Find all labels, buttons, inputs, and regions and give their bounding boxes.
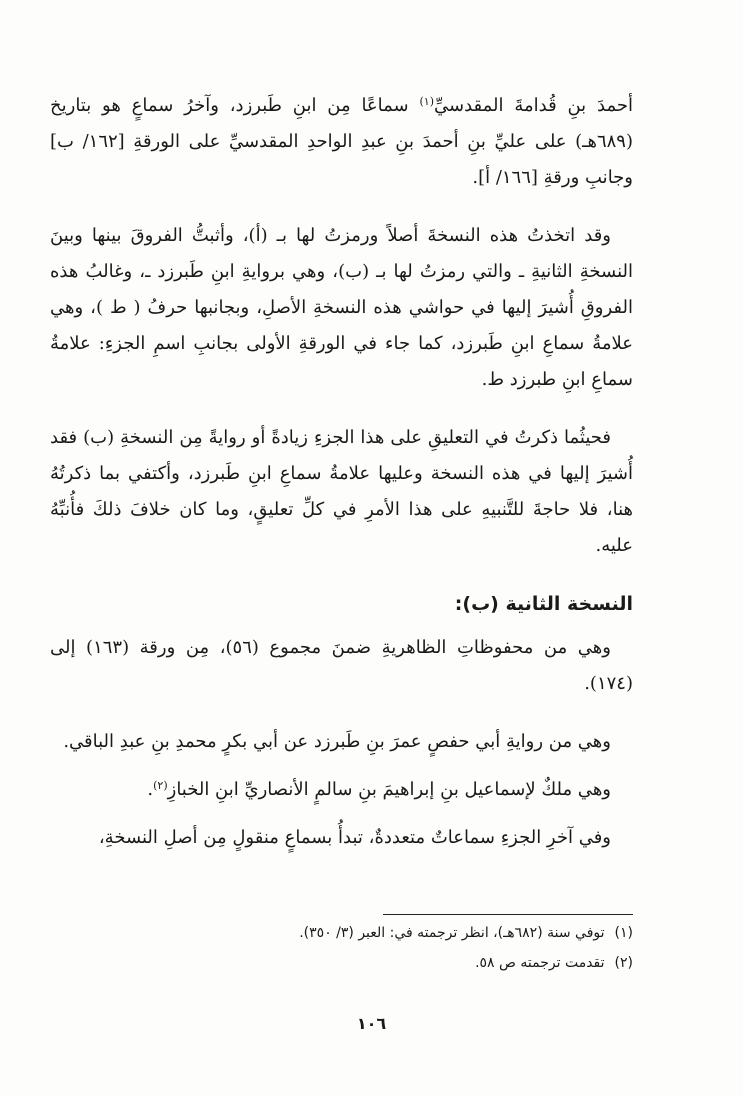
footnote-divider xyxy=(383,914,633,915)
paragraph-6-end: . xyxy=(147,779,154,800)
paragraph-6-start: وهي ملكٌ لإسماعيل بنِ إبراهيمَ بنِ سالمٍ الأنصاريِّ ابنِ الخبازِ xyxy=(167,779,611,800)
section-heading: النسخة الثانية (ب): xyxy=(454,593,633,615)
footnote-2-number: (٢) xyxy=(614,955,633,971)
paragraph-5: وهي من روايةِ أبي حفصٍ عمرَ بنِ طَبرزد عن أبي بكرٍ محمدِ بنِ عبدِ الباقي. xyxy=(63,731,611,752)
paragraph-3: فحيثُما ذكرتُ في التعليقِ على هذا الجزءِ زيادةً أو روايةً مِن النسخةِ (ب) فقد أُشيرَ إليها في هذه النسخة وعليها علامةُ سماعِ ابنِ طَبرزد، وأكتفي بما ذكرتُهُ هنا، فلا حاجةَ للتَّنبيهِ على هذا الأمرِ في كلِّ تعليقٍ، وما كان خلافَ ذلكَ فأُنبِّهُ عليه. xyxy=(50,427,633,556)
footnote-1 xyxy=(50,918,633,948)
paragraph-1 xyxy=(50,88,633,196)
footnote-2 xyxy=(50,948,633,978)
paragraph-4: وهي من محفوظاتِ الظاهريةِ ضمنَ مجموع (٥٦)، مِن ورقة (١٦٣) إلى (١٧٤). xyxy=(50,637,633,694)
main-text xyxy=(50,88,633,868)
paragraph-2: وقد اتخذتُ هذه النسخةَ أصلاً ورمزتُ لها بـ (أ)، وأثبتُّ الفروقَ بينها وبينَ النسخةِ الثانيةِ ـ والتي رمزتُ لها بـ (ب)، وهي بروايةِ ابنِ طَبرزد ـ، وغالبُ هذه الفروقِ أُشيرَ إليها في حواشي هذه النسخةِ الأصلِ، وبجانبها حرفُ ( ط )، وهي علامةُ سماعِ ابنِ طَبرزد، كما جاء في الورقةِ الأولى بجانبِ اسمِ الجزءِ: علامةُ سماعِ ابنِ طبرزد ط. xyxy=(50,225,633,390)
footnote-1-text: توفي سنة (٦٨٢هـ)، انظر ترجمته في: العبر (٣/ ٣٥٠). xyxy=(299,925,605,941)
page-number: ١٠٦ xyxy=(356,1014,387,1033)
footnote-1-number: (١) xyxy=(614,925,633,941)
paragraph-1-end: سماعًا مِن ابنِ طَبرزد، وآخرُ سماعٍ هو بتاريخ (٦٨٩هـ) على عليِّ بنِ أحمدَ بنِ عبدِ الواحدِ المقدسيِّ على الورقةِ [١٦٢/ ب] وجانبِ ورقةِ [١٦٦/ أ]. xyxy=(50,95,633,188)
footnotes xyxy=(50,918,633,978)
footnote-ref-2[interactable]: (٢) xyxy=(153,779,168,792)
paragraph-6 xyxy=(50,772,633,808)
paragraph-1-start: أحمدَ بنِ قُدامةَ المقدسيِّ xyxy=(433,95,633,116)
footnote-ref-1[interactable]: (١) xyxy=(419,95,434,108)
footnote-2-text: تقدمت ترجمته ص ٥٨. xyxy=(475,955,605,971)
paragraph-7: وفي آخرِ الجزءِ سماعاتٌ متعددةٌ، تبدأُ بسماعٍ منقولٍ مِن أصلِ النسخةِ، xyxy=(98,827,611,848)
